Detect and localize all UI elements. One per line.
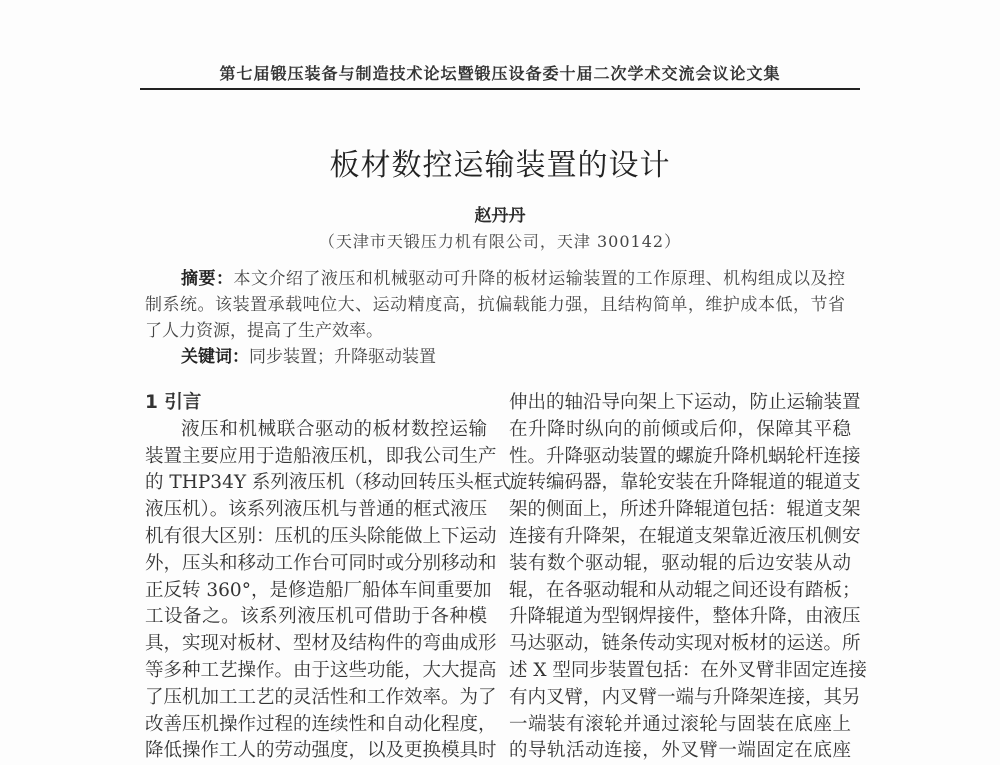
keywords-line <box>145 344 845 370</box>
body-text-line: 伸出的轴沿导向架上下运动，防止运输装置 <box>509 392 861 413</box>
body-text-line: 升降辊道为型钢焊接件，整体升降，由液压 <box>509 606 861 628</box>
abstract-line: 制系统。该装置承载吨位大、运动精度高，抗偏载能力强，且结构简单，维护成本低，节省 <box>145 295 845 315</box>
abstract-label: 摘要： <box>181 269 234 289</box>
body-text-line: 一端装有滚轮并通过滚轮与固装在底座上 <box>509 713 851 735</box>
body-text-line: 架的侧面上，所述升降辊道包括：辊道支架 <box>509 499 861 521</box>
body-text-line: 性。升降驱动装置的螺旋升降机蜗轮杆连接 <box>509 445 861 467</box>
affiliation: （天津市天锻压力机有限公司，天津 300142） <box>318 232 682 251</box>
abstract-line <box>145 266 845 292</box>
body-text-line: 具，实现对板材、型材及结构件的弯曲成形 <box>145 633 497 655</box>
body-text-line: 正反转 360°，是修造船厂船体车间重要加 <box>145 579 492 601</box>
body-text-line: 液压机）。该系列液压机与普通的框式液压 <box>145 499 488 521</box>
body-text-line: 等多种工艺操作。由于这些功能，大大提高 <box>145 659 497 681</box>
abstract-line: 了人力资源，提高了生产效率。 <box>145 321 383 341</box>
body-text-line: 有内叉臂，内叉臂一端与升降架连接，其另 <box>509 686 861 708</box>
body-text-line: 了压机加工工艺的灵活性和工作效率。为了 <box>145 686 497 708</box>
body-text-line: 述 X 型同步装置包括：在外叉臂非固定连接 <box>509 659 867 681</box>
body-text-line: 装置主要应用于造船液压机，即我公司生产 <box>145 445 497 467</box>
body-text-line: 装有数个驱动辊，驱动辊的后边安装从动 <box>509 552 851 574</box>
body-text-line: 马达驱动，链条传动实现对板材的运送。所 <box>509 633 861 655</box>
body-text-line: 工设备之。该系列液压机可借助于各种模 <box>145 606 487 628</box>
body-text-line: 的导轨活动连接，外叉臂一端固定在底座 <box>509 740 851 762</box>
body-text-line: 改善压机操作过程的连续性和自动化程度， <box>145 713 497 735</box>
paper-title: 板材数控运输装置的设计 <box>329 148 671 183</box>
left-column <box>145 390 511 765</box>
author: 赵丹丹 <box>474 206 526 226</box>
section-title: 引言 <box>164 392 202 413</box>
keywords: 同步装置；升降驱动装置 <box>249 347 436 367</box>
body-text-line: 旋转编码器，靠轮安装在升降辊道的辊道支 <box>509 472 861 494</box>
section-number: 1 <box>145 392 158 413</box>
body-text-line: 液压和机械联合驱动的板材数控运输 <box>181 418 487 440</box>
body-text-line: 机有很大区别：压机的压头除能做上下运动 <box>145 525 497 547</box>
body-text-line: 降低操作工人的劳动强度，以及更换模具时 <box>145 740 497 762</box>
abstract-text: 本文介绍了液压和机械驱动可升降的板材运输装置的工作原理、机构组成以及控 <box>233 269 846 289</box>
right-column <box>509 390 867 765</box>
section-heading <box>145 390 487 417</box>
body-text-line: 的 THP34Y 系列液压机（移动回转压头框式 <box>145 472 511 494</box>
running-head: 第七届锻压装备与制造技术论坛暨锻压设备委十届二次学术交流会议论文集 <box>219 64 781 83</box>
header-rule <box>140 88 860 90</box>
abstract <box>145 266 845 370</box>
body-text-line: 辊，在各驱动辊和从动辊之间还设有踏板； <box>509 579 861 601</box>
keywords-label: 关键词： <box>181 347 249 367</box>
body-text-line: 连接有升降架，在辊道支架靠近液压机侧安 <box>509 525 861 547</box>
body-text-line: 外，压头和移动工作台可同时或分别移动和 <box>145 552 497 574</box>
body-text-line: 在升降时纵向的前倾或后仰，保障其平稳 <box>509 418 851 440</box>
